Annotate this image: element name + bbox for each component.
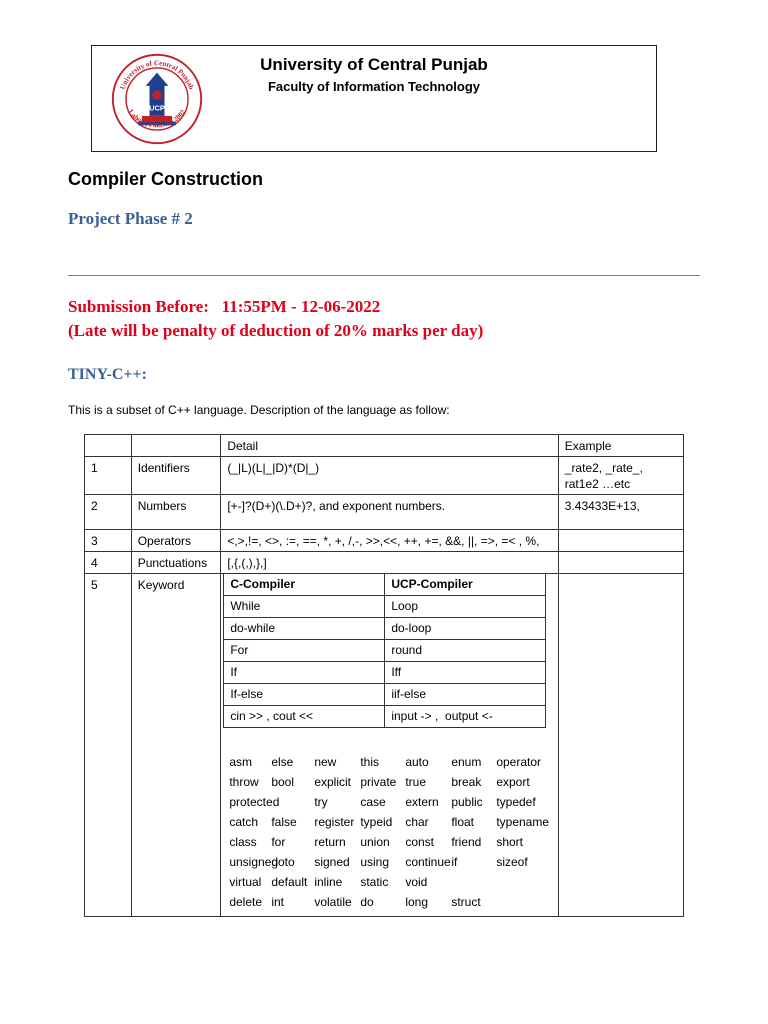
row-detail: <,>,!=, <>, :=, ==, *, +, /,-, >>,<<, ++, +=, &&, ||, =>, =< , %, (221, 530, 558, 552)
header-detail: Detail (221, 435, 558, 457)
keyword-item: extern (405, 795, 439, 809)
keyword-item: return (314, 835, 346, 849)
mapping-c: While (224, 596, 385, 618)
divider (68, 275, 700, 276)
mapping-ucp: Iff (385, 662, 546, 684)
mapping-row (224, 706, 546, 728)
keyword-item: goto (271, 855, 295, 869)
keyword-item: static (360, 875, 389, 889)
keyword-item: short (496, 835, 524, 849)
keyword-item: throw (229, 775, 259, 789)
table-row (85, 495, 684, 530)
row-example (558, 530, 683, 552)
row-number: 2 (85, 495, 132, 530)
keyword-cell (221, 574, 558, 917)
mapping-c: cin >> , cout << (224, 706, 385, 728)
keyword-item: catch (229, 815, 259, 829)
late-penalty: (Late will be penalty of deduction of 20% marks per day) (68, 321, 484, 340)
keyword-item: do (360, 895, 374, 909)
svg-text:University of Central Punjab: University of Central Punjab (118, 59, 196, 91)
mapping-ucp: Loop (385, 596, 546, 618)
header-box (91, 45, 657, 152)
row-detail: (_|L)(L|_|D)*(D|_) (221, 457, 558, 495)
keyword-item: continue (405, 855, 451, 869)
mapping-row (224, 618, 546, 640)
mapping-c: do-while (224, 618, 385, 640)
keyword-item: friend (451, 835, 482, 849)
keyword-item: new (314, 755, 337, 769)
row-name: Punctuations (131, 552, 221, 574)
keyword-list (221, 752, 557, 912)
keyword-item: operator (496, 755, 542, 769)
row-example (558, 552, 683, 574)
keyword-item: union (360, 835, 390, 849)
table-header-row (85, 435, 684, 457)
mapping-ucp: round (385, 640, 546, 662)
keyword-item: else (271, 755, 294, 769)
language-heading: TINY-C++: (68, 366, 147, 383)
row-detail: [+-]?(D+)(\.D+)?, and exponent numbers. (221, 495, 558, 530)
keyword-item: using (360, 855, 390, 869)
keyword-item (271, 792, 314, 812)
keyword-item: export (496, 775, 530, 789)
svg-text:UCP: UCP (149, 103, 165, 113)
mapping-header-ucp: UCP-Compiler (385, 574, 546, 596)
table-row (85, 530, 684, 552)
keyword-item: int (271, 895, 285, 909)
keyword-item: auto (405, 755, 429, 769)
mapping-row (224, 662, 546, 684)
keyword-mapping-table (223, 573, 546, 728)
keyword-item: explicit (314, 775, 352, 789)
keyword-item: this (360, 755, 380, 769)
keyword-item: register (314, 815, 355, 829)
row-number: 3 (85, 530, 132, 552)
keyword-item: inline (314, 875, 343, 889)
mapping-row (224, 684, 546, 706)
keyword-item: struct (451, 895, 481, 909)
table-row (85, 574, 684, 917)
keyword-item: enum (451, 755, 482, 769)
faculty-name: Faculty of Information Technology (267, 79, 481, 94)
keyword-item: case (360, 795, 386, 809)
mapping-c: If (224, 662, 385, 684)
row-name: Numbers (131, 495, 221, 530)
keyword-item: typeid (360, 815, 393, 829)
keyword-item: try (314, 795, 328, 809)
mapping-c: If-else (224, 684, 385, 706)
intro-text: This is a subset of C++ language. Description of the language as follow: (68, 403, 450, 417)
university-name: University of Central Punjab (260, 55, 488, 74)
keyword-item: long (405, 895, 429, 909)
keyword-item: break (451, 775, 482, 789)
keyword-item (496, 892, 546, 912)
keyword-item: delete (229, 895, 263, 909)
row-number: 1 (85, 457, 132, 495)
keyword-item: void (405, 875, 428, 889)
svg-text:Lahore, Pakistan 2002: Lahore, Pakistan 2002 (126, 108, 188, 130)
row-number: 4 (85, 552, 132, 574)
header-no (85, 435, 132, 457)
keyword-item: false (271, 815, 297, 829)
mapping-row (224, 596, 546, 618)
keyword-item (496, 872, 546, 892)
mapping-row (224, 640, 546, 662)
keyword-item: asm (229, 755, 252, 769)
mapping-ucp: iif-else (385, 684, 546, 706)
row-example: _rate2, _rate_, rat1e2 …etc (558, 457, 683, 495)
keyword-item: public (451, 795, 483, 809)
mapping-ucp: do-loop (385, 618, 546, 640)
keyword-item: if (451, 855, 458, 869)
keyword-item: float (451, 815, 475, 829)
keyword-item (451, 872, 496, 892)
submission-notice (68, 295, 483, 343)
table-row (85, 552, 684, 574)
mapping-c: For (224, 640, 385, 662)
keyword-item: sizeof (496, 855, 528, 869)
row-number: 5 (85, 574, 132, 917)
course-title: Compiler Construction (68, 169, 264, 189)
keyword-item: unsigned (229, 855, 279, 869)
row-example (558, 574, 683, 917)
keyword-item: volatile (314, 895, 352, 909)
header-example: Example (558, 435, 683, 457)
row-detail: [,{,(,),},] (221, 552, 558, 574)
keyword-item: virtual (229, 875, 262, 889)
table-row (85, 457, 684, 495)
row-name: Identifiers (131, 457, 221, 495)
mapping-ucp: input -> , output <- (385, 706, 546, 728)
keyword-item: private (360, 775, 397, 789)
mapping-header-row (224, 574, 546, 596)
mapping-header-c: C-Compiler (224, 574, 385, 596)
keyword-item: typedef (496, 795, 536, 809)
keyword-item: protected (229, 795, 280, 809)
keyword-item: const (405, 835, 435, 849)
keyword-item: typename (496, 815, 550, 829)
keyword-item: for (271, 835, 286, 849)
phase-title: Project Phase # 2 (68, 209, 193, 228)
keyword-item: bool (271, 775, 295, 789)
header-name (131, 435, 221, 457)
keyword-item: default (271, 875, 308, 889)
keyword-item: signed (314, 855, 350, 869)
keyword-item: class (229, 835, 257, 849)
language-table (84, 434, 684, 917)
keyword-item: true (405, 775, 427, 789)
keyword-item: char (405, 815, 429, 829)
row-name: Keyword (131, 574, 221, 917)
submission-deadline: Submission Before: 11:55PM - 12-06-2022 (68, 297, 381, 316)
row-example: 3.43433E+13, (558, 495, 683, 530)
row-name: Operators (131, 530, 221, 552)
